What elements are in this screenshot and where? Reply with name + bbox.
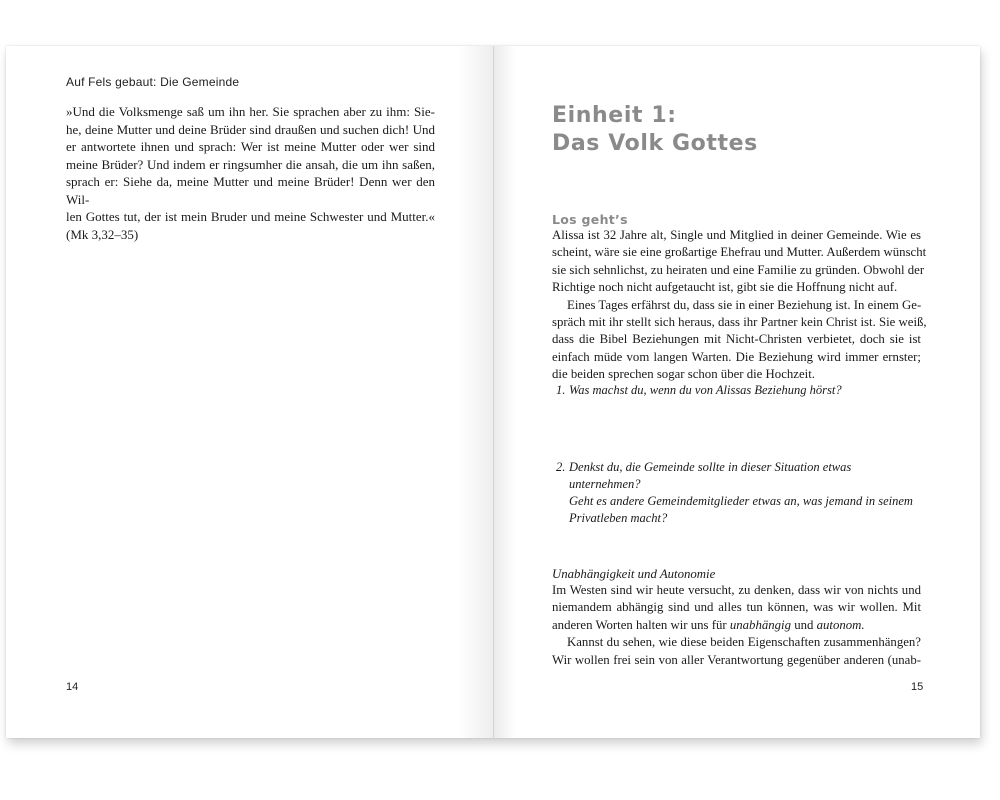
question-line: Privatleben macht? xyxy=(569,511,668,525)
gutter-shade-left xyxy=(458,46,494,738)
question-line: Denkst du, die Gemeinde sollte in dieser Situation etwas unternehmen? xyxy=(569,460,852,491)
body-line xyxy=(552,617,921,634)
body-line: Kannst du sehen, wie diese beiden Eigenschaften zusammenhängen? xyxy=(567,635,921,650)
intro-paragraphs xyxy=(552,227,927,384)
quote-line: »Und die Volksmenge saß um ihn her. Sie sprachen aber zu ihm: Sie- xyxy=(66,104,435,119)
question-text: Was machst du, wenn du von Alissas Beziehung hörst? xyxy=(569,383,842,397)
running-head: Auf Fels gebaut: Die Gemeinde xyxy=(66,75,240,89)
body-line: Im Westen sind wir heute versucht, zu denken, dass wir von nichts und xyxy=(552,583,921,597)
body-line: Eines Tages erfährst du, dass sie in einer Beziehung ist. In einem Ge- xyxy=(567,297,922,312)
body-text: und xyxy=(791,617,817,632)
body-line: einfach müde vom langen Warten. Die Beziehung wird immer ernster; xyxy=(552,349,921,364)
quote-reference: (Mk 3,32–35) xyxy=(66,226,139,242)
chapter-title-line: Das Volk Gottes xyxy=(552,131,758,156)
body-line: sie sich sehnlichst, zu heiraten und eine Familie zu gründen. Obwohl der xyxy=(552,262,925,277)
body-line: Richtige noch nicht aufgetaucht ist, gibt sie die Hoffnung nicht auf. xyxy=(552,280,898,295)
body-line: spräch mit ihr stellt sich heraus, dass ihr Partner kein Christ ist. Sie weiß, xyxy=(552,315,927,330)
body-line: scheint, wäre sie eine großartige Ehefrau und Mutter. Außerdem wünscht xyxy=(552,245,927,260)
bible-quote xyxy=(66,103,435,243)
chapter-title xyxy=(552,102,758,158)
chapter-title-line: Einheit 1: xyxy=(552,103,677,128)
question-text xyxy=(569,459,922,527)
quote-line: meine Brüder? Und indem er ringsumher die ansah, die um ihn saßen, xyxy=(66,156,435,172)
autonomy-paragraphs xyxy=(552,582,921,669)
quote-line: er antwortete ihnen und sprach: Wer ist meine Mutter oder wer sind xyxy=(66,139,435,154)
emphasis-text: unabhängig xyxy=(729,617,791,632)
body-line: dass die Bibel Beziehungen mit Nicht-Christen verbietet, doch sie ist xyxy=(552,332,921,347)
body-line: niemandem abhängig sind und alles tun können, was wir wollen. Mit xyxy=(552,600,921,615)
subsection-heading: Unabhängigkeit und Autonomie xyxy=(552,567,716,581)
question-number: 2. xyxy=(556,460,566,474)
quote-line: len Gottes tut, der ist mein Bruder und meine Schwester und Mutter.« xyxy=(66,209,435,224)
gutter-shade-right xyxy=(494,46,516,738)
question-line: Geht es andere Gemeindemitglieder etwas an, was jemand in seinem xyxy=(569,494,913,508)
body-line: Wir wollen frei sein von aller Verantwortung gegenüber anderen (unab- xyxy=(552,652,921,667)
body-text: anderen Worten halten wir uns für xyxy=(552,617,730,632)
question-number: 1. xyxy=(556,383,566,397)
body-line: Alissa ist 32 Jahre alt, Single und Mitglied in deiner Gemeinde. Wie es xyxy=(552,228,921,242)
quote-line: he, deine Mutter und deine Brüder sind draußen und suchen dich! Und xyxy=(66,121,435,137)
page-number-left: 14 xyxy=(66,681,79,693)
emphasis-text: autonom. xyxy=(816,617,865,632)
section-heading: Los geht’s xyxy=(552,212,628,227)
body-line: die beiden sprechen sogar schon über die Hochzeit. xyxy=(552,367,815,382)
quote-line: sprach er: Siehe da, meine Mutter und meine Brüder! Denn wer den Wil- xyxy=(66,174,435,207)
page-number-right: 15 xyxy=(911,681,924,693)
